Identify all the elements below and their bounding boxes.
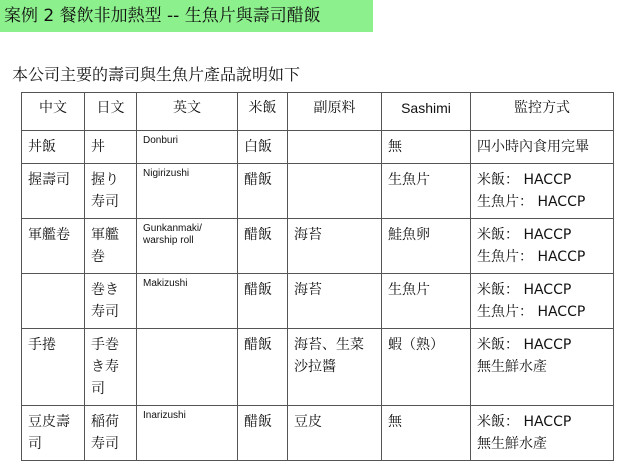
control-line: 生魚片： HACCP: [477, 304, 586, 320]
control-line: 米飯： HACCP: [477, 172, 572, 188]
table-row: [22, 274, 614, 329]
cell-japanese-name: 手巻き寿司: [85, 329, 137, 406]
cell-rice: 醋飯: [238, 274, 288, 329]
table-row: [22, 164, 614, 219]
cell-english-name: Donburi: [137, 131, 238, 164]
cell-chinese-name: 軍艦卷: [22, 219, 85, 274]
cell-japanese-name: 握り寿司: [85, 164, 137, 219]
cell-control-method: [471, 219, 614, 274]
cell-chinese-name: 握壽司: [22, 164, 85, 219]
cell-chinese-name: 丼飯: [22, 131, 85, 164]
cell-control-method: [471, 274, 614, 329]
cell-english-name: [137, 329, 238, 406]
cell-side-ingredient: 海苔: [288, 274, 382, 329]
cell-japanese-name: 軍艦巻: [85, 219, 137, 274]
control-line: 米飯： HACCP: [477, 282, 572, 298]
cell-rice: 白飯: [238, 131, 288, 164]
cell-english-name: Gunkanmaki/ warship roll: [137, 219, 238, 274]
cell-control-method: [471, 329, 614, 406]
control-line: 無生鮮水產: [477, 359, 547, 375]
table-row: [22, 406, 614, 461]
cell-japanese-name: 丼: [85, 131, 137, 164]
header-chinese: 中文: [22, 93, 85, 131]
table-row: [22, 219, 614, 274]
cell-japanese-name: 巻き寿司: [85, 274, 137, 329]
cell-chinese-name: [22, 274, 85, 329]
cell-english-name: Nigirizushi: [137, 164, 238, 219]
cell-rice: 醋飯: [238, 219, 288, 274]
table-row: [22, 329, 614, 406]
header-japanese: 日文: [85, 93, 137, 131]
cell-side-ingredient: 海苔、生菜沙拉醬: [288, 329, 382, 406]
cell-rice: 醋飯: [238, 406, 288, 461]
cell-sashimi: 生魚片: [382, 164, 471, 219]
cell-sashimi: 無: [382, 406, 471, 461]
header-control-method: 監控方式: [471, 93, 614, 131]
table-row: [22, 131, 614, 164]
cell-japanese-name: 稲荷寿司: [85, 406, 137, 461]
header-rice: 米飯: [238, 93, 288, 131]
control-line: 米飯： HACCP: [477, 337, 572, 353]
cell-control-method: [471, 164, 614, 219]
cell-chinese-name: 豆皮壽司: [22, 406, 85, 461]
cell-chinese-name: 手捲: [22, 329, 85, 406]
case-title-banner: [0, 0, 373, 32]
cell-rice: 醋飯: [238, 329, 288, 406]
cell-sashimi: 鮭魚卵: [382, 219, 471, 274]
cell-control-method: [471, 406, 614, 461]
case-title: 案例 2 餐飲非加熱型 -- 生魚片與壽司醋飯: [4, 6, 321, 26]
cell-rice: 醋飯: [238, 164, 288, 219]
cell-side-ingredient: [288, 131, 382, 164]
control-line: 四小時內食用完畢: [477, 139, 589, 155]
control-line: 米飯： HACCP: [477, 414, 572, 430]
header-sashimi: Sashimi: [382, 93, 471, 131]
cell-sashimi: 無: [382, 131, 471, 164]
control-line: 生魚片： HACCP: [477, 249, 586, 265]
control-line: 無生鮮水產: [477, 436, 547, 452]
header-side-ingredient: 副原料: [288, 93, 382, 131]
cell-side-ingredient: 海苔: [288, 219, 382, 274]
header-english: 英文: [137, 93, 238, 131]
control-line: 米飯： HACCP: [477, 227, 572, 243]
cell-side-ingredient: [288, 164, 382, 219]
intro-text: 本公司主要的壽司與生魚片產品說明如下: [12, 65, 301, 84]
cell-english-name: Inarizushi: [137, 406, 238, 461]
cell-english-name: Makizushi: [137, 274, 238, 329]
cell-sashimi: 生魚片: [382, 274, 471, 329]
cell-side-ingredient: 豆皮: [288, 406, 382, 461]
product-table: [21, 92, 614, 461]
cell-sashimi: 蝦（熟）: [382, 329, 471, 406]
control-line: 生魚片： HACCP: [477, 194, 586, 210]
cell-control-method: [471, 131, 614, 164]
table-header-row: [22, 93, 614, 131]
